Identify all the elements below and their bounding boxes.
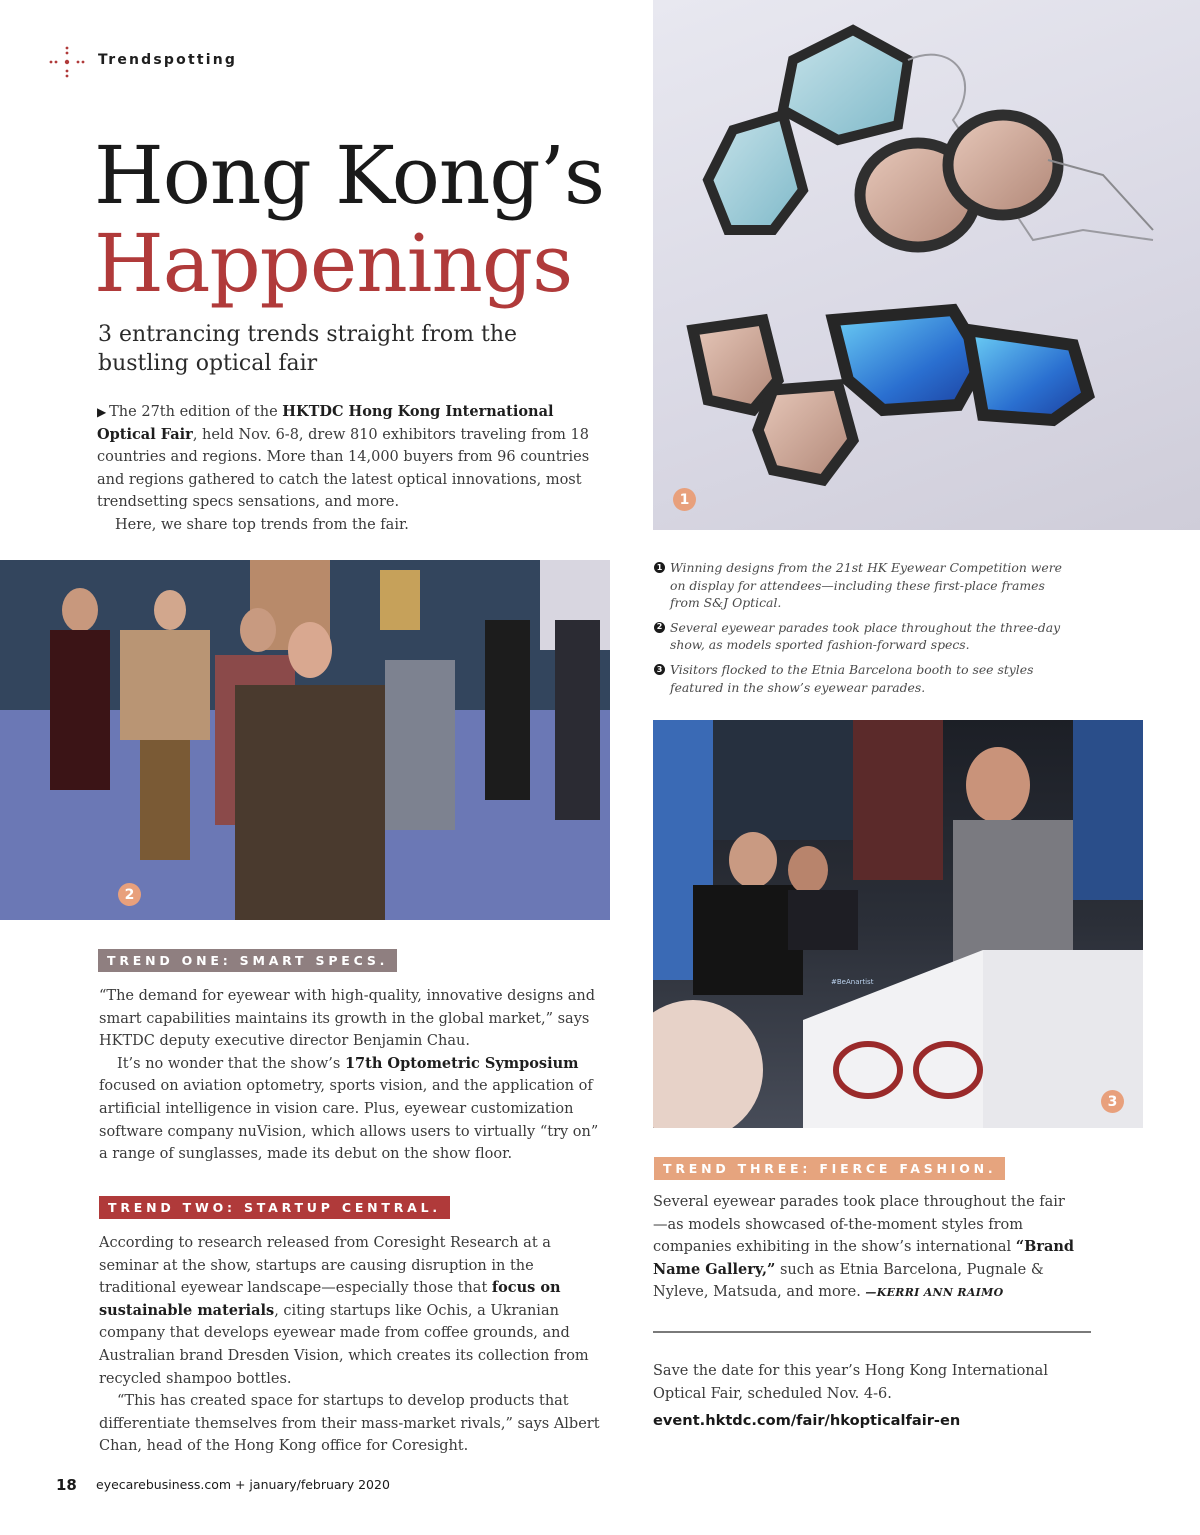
byline: —KERRI ANN RAIMO: [865, 1286, 1004, 1300]
trend-two-sustainable: focus on sustainable materials: [99, 1279, 561, 1319]
intro-text: [97, 401, 607, 537]
caption-1: [654, 559, 1074, 612]
intro-event-name: HKTDC Hong Kong International Optical Fair: [97, 403, 554, 443]
trend-three-gallery: “Brand Name Gallery,”: [653, 1238, 1075, 1278]
headline-line-2: Happenings: [94, 217, 573, 310]
trend-one-label: TREND ONE: SMART SPECS.: [98, 949, 397, 972]
trend-one-paragraph-2: [99, 1053, 611, 1166]
trend-one-text: [99, 985, 611, 1166]
intro-lead: The 27th edition of the: [109, 404, 283, 420]
caption-number-3: 3: [654, 664, 665, 675]
event-url-link[interactable]: event.hktdc.com/fair/hkopticalfair-en: [653, 1412, 961, 1429]
trend-three-lead: Several eyewear parades took place throughout the fair—as models showcased of-the-moment styles from companies exhibiting in the show’s international: [653, 1194, 1065, 1256]
section-crosshair-icon: [48, 44, 86, 80]
caption-text-3: Visitors flocked to the Etnia Barcelona booth to see styles featured in the show’s eyewear parades.: [670, 661, 1034, 695]
intro-second-paragraph: Here, we share top trends from the fair.: [115, 516, 409, 533]
caption-number-2: 2: [654, 622, 665, 633]
save-the-date: Save the date for this year’s Hong Kong International Optical Fair, scheduled Nov. 4-6.: [653, 1363, 1048, 1402]
runway-illustration: [0, 560, 610, 920]
booth-sign: #BeAnartist: [831, 978, 874, 986]
intro-arrow-icon: ▶: [97, 405, 107, 419]
page-number: 18: [56, 1476, 77, 1494]
caption-3: [654, 661, 1074, 696]
trend-two-label: TREND TWO: STARTUP CENTRAL.: [99, 1196, 450, 1219]
trend-one-p2-rest: focused on aviation optometry, sports vision, and the application of artificial intelligence in vision care. Plus, eyewear customization software company nuVision, which allows users to virtually “try on” a range of sunglasses, made its debut on the show floor.: [99, 1078, 599, 1163]
caption-number-1: 1: [654, 562, 665, 573]
trend-two-text: [99, 1232, 614, 1458]
photo-number-1: 1: [673, 488, 696, 511]
trend-three-text: [653, 1191, 1078, 1305]
trend-one-paragraph-1: “The demand for eyewear with high-quality, innovative designs and smart capabilities maintains its growth in the global market,” says HKTDC deputy executive director Benjamin Chau.: [99, 988, 596, 1050]
photo-captions: [654, 559, 1074, 703]
photo-number-3: 3: [1101, 1090, 1124, 1113]
caption-text-1: Winning designs from the 21st HK Eyewear Competition were on display for attendees—including these first-place frames from S&J Optical.: [670, 560, 1062, 611]
trend-two-paragraph-1: [99, 1232, 614, 1390]
booth-illustration: [653, 720, 1143, 1128]
intro-rest: , held Nov. 6-8, drew 810 exhibitors traveling from 18 countries and regions. More than 14,000 buyers from 96 countries and regions gathered to catch the latest optical innovations, most trendsetting specs sensations, and more.: [97, 426, 590, 511]
photo-number-2: 2: [118, 883, 141, 906]
section-label: Trendspotting: [98, 52, 238, 68]
trend-one-p2-lead: It’s no wonder that the show’s: [117, 1055, 345, 1072]
trend-two-paragraph-2: “This has created space for startups to develop products that differentiate themselves from their mass-market rivals,” says Albert Chan, head of the Hong Kong office for Coresight.: [99, 1393, 600, 1455]
caption-2: [654, 619, 1074, 654]
photo-etnia-booth: [653, 720, 1143, 1128]
footer-publication: eyecarebusiness.com + january/february 2020: [96, 1477, 390, 1492]
divider: [653, 1331, 1091, 1333]
trend-two-p1-lead: According to research released from Coresight Research at a seminar at the show, startups are causing disruption in the traditional eyewear landscape—especially those that: [99, 1235, 551, 1297]
headline-line-1: Hong Kong’s: [94, 129, 605, 222]
sunglasses-illustration: [653, 0, 1200, 530]
deck: 3 entrancing trends straight from the bustling optical fair: [98, 322, 518, 376]
trend-three-paragraph: [653, 1191, 1078, 1305]
trend-two-p1-rest: , citing startups like Ochis, a Ukranian company that develops eyewear made from coffee grounds, and Australian brand Dresden Vision, which creates its collection from recycled shampoo bottles.: [99, 1302, 589, 1387]
trend-one-symposium: 17th Optometric Symposium: [344, 1054, 579, 1072]
trend-three-label: TREND THREE: FIERCE FASHION.: [654, 1157, 1005, 1180]
caption-text-2: Several eyewear parades took place throughout the three-day show, as models sported fashion-forward specs.: [670, 619, 1061, 653]
photo-eyewear-parade: [0, 560, 610, 920]
intro-paragraph: [97, 401, 607, 514]
trend-three-rest: such as Etnia Barcelona, Pugnale & Nyleve, Matsuda, and more.: [653, 1261, 1044, 1301]
photo-winning-frames: [653, 0, 1200, 530]
